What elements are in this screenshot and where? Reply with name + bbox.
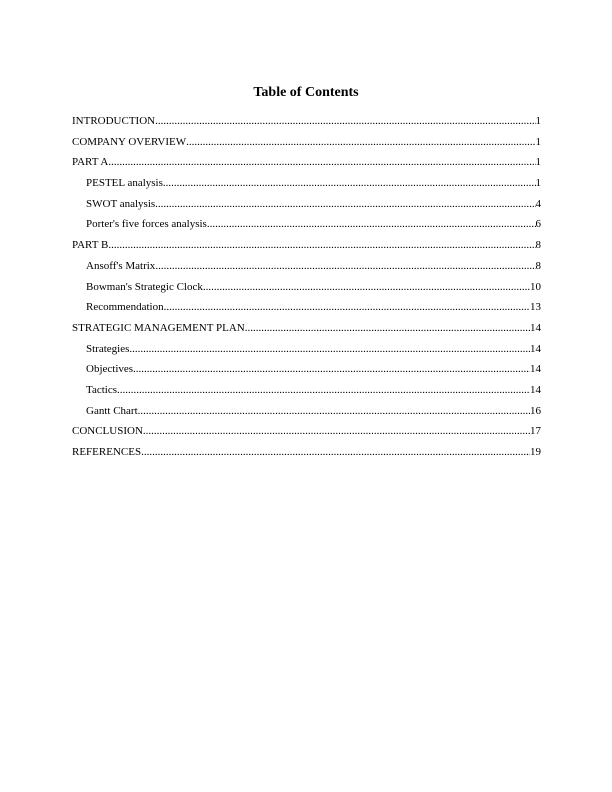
- toc-entry-references[interactable]: [72, 445, 541, 466]
- toc-entry-text: Ansoff's Matrix: [86, 259, 156, 272]
- dot-leader: [108, 238, 535, 252]
- toc-entry-introduction[interactable]: [72, 114, 541, 135]
- toc-entry-objectives[interactable]: [72, 362, 541, 383]
- toc-page-number: 6: [535, 218, 541, 231]
- toc-entry-pestel-analysis[interactable]: [72, 176, 541, 197]
- toc-page-number: 1: [535, 156, 541, 169]
- dot-leader: [163, 176, 536, 190]
- toc-entry-text: INTRODUCTION: [72, 115, 156, 127]
- toc-entry-strategic-management-plan[interactable]: [72, 321, 541, 342]
- toc-entry-text: CONCLUSION: [72, 425, 143, 438]
- dot-leader: [117, 383, 530, 397]
- dot-leader: [245, 321, 530, 335]
- toc-entry-text: Tactics: [86, 383, 117, 396]
- toc-entry-text: PART A: [72, 156, 109, 169]
- toc-entry-text: Porter's five forces analysis: [86, 218, 207, 231]
- toc-page-number: 14: [530, 321, 541, 334]
- toc-entry-conclusion[interactable]: [72, 424, 541, 445]
- toc-entry-ansoffs-matrix[interactable]: [72, 259, 541, 280]
- toc-entry-text: Recommendation: [86, 301, 164, 314]
- toc-entry-strategies[interactable]: [72, 342, 541, 363]
- toc-page-number: 1: [535, 177, 541, 190]
- toc-entry-text: COMPANY OVERVIEW: [72, 135, 187, 148]
- toc-page-number: 17: [530, 425, 541, 438]
- toc-entry-part-b[interactable]: [72, 238, 541, 259]
- toc-entry-text: Strategies: [86, 342, 130, 355]
- toc-page-number: 10: [530, 280, 541, 293]
- toc-entry-tactics[interactable]: [72, 383, 541, 404]
- toc-title: Table of Contents: [253, 85, 359, 100]
- dot-leader: [186, 135, 535, 149]
- dot-leader: [108, 155, 535, 169]
- toc-page-number: 8: [535, 259, 541, 272]
- toc-page-number: 14: [530, 383, 541, 396]
- toc-page-number: 19: [530, 446, 541, 458]
- toc-entry-text: SWOT analysis: [86, 197, 156, 210]
- toc-entry-porters-five-forces[interactable]: [72, 217, 541, 238]
- toc-page-number: 13: [530, 301, 541, 314]
- dot-leader: [133, 362, 530, 376]
- toc-entry-text: Bowman's Strategic Clock: [86, 280, 203, 293]
- toc-entry-recommendation[interactable]: [72, 300, 541, 321]
- toc-page-number: 14: [530, 363, 541, 376]
- toc-entry-text: PESTEL analysis: [86, 177, 163, 190]
- toc-page-number: 4: [535, 197, 541, 210]
- toc-entry-text: REFERENCES: [72, 446, 142, 458]
- dot-leader: [141, 445, 530, 459]
- toc-entry-text: Gantt Chart: [86, 404, 138, 417]
- dot-leader: [129, 342, 530, 356]
- dot-leader: [207, 217, 536, 231]
- toc-entry-text: STRATEGIC MANAGEMENT PLAN: [72, 321, 245, 334]
- toc-entry-part-a[interactable]: [72, 155, 541, 176]
- toc-page-number: 8: [535, 239, 541, 252]
- toc-entry-bowmans-strategic-clock[interactable]: [72, 280, 541, 301]
- dot-leader: [155, 259, 535, 273]
- toc-list: [72, 114, 541, 466]
- dot-leader: [164, 300, 530, 314]
- toc-entry-swot-analysis[interactable]: [72, 197, 541, 218]
- dot-leader: [143, 424, 530, 438]
- dot-leader: [138, 404, 530, 418]
- toc-entry-text: Objectives: [86, 363, 134, 376]
- toc-page-number: 16: [530, 404, 541, 417]
- toc-page-number: 1: [535, 135, 541, 148]
- toc-entry-company-overview[interactable]: [72, 135, 541, 156]
- toc-page-number: 1: [535, 115, 541, 127]
- dot-leader: [203, 280, 530, 294]
- dot-leader: [155, 114, 535, 128]
- dot-leader: [155, 197, 535, 211]
- toc-entry-gantt-chart[interactable]: [72, 404, 541, 425]
- toc-entry-text: PART B: [72, 239, 109, 252]
- toc-page-number: 14: [530, 342, 541, 355]
